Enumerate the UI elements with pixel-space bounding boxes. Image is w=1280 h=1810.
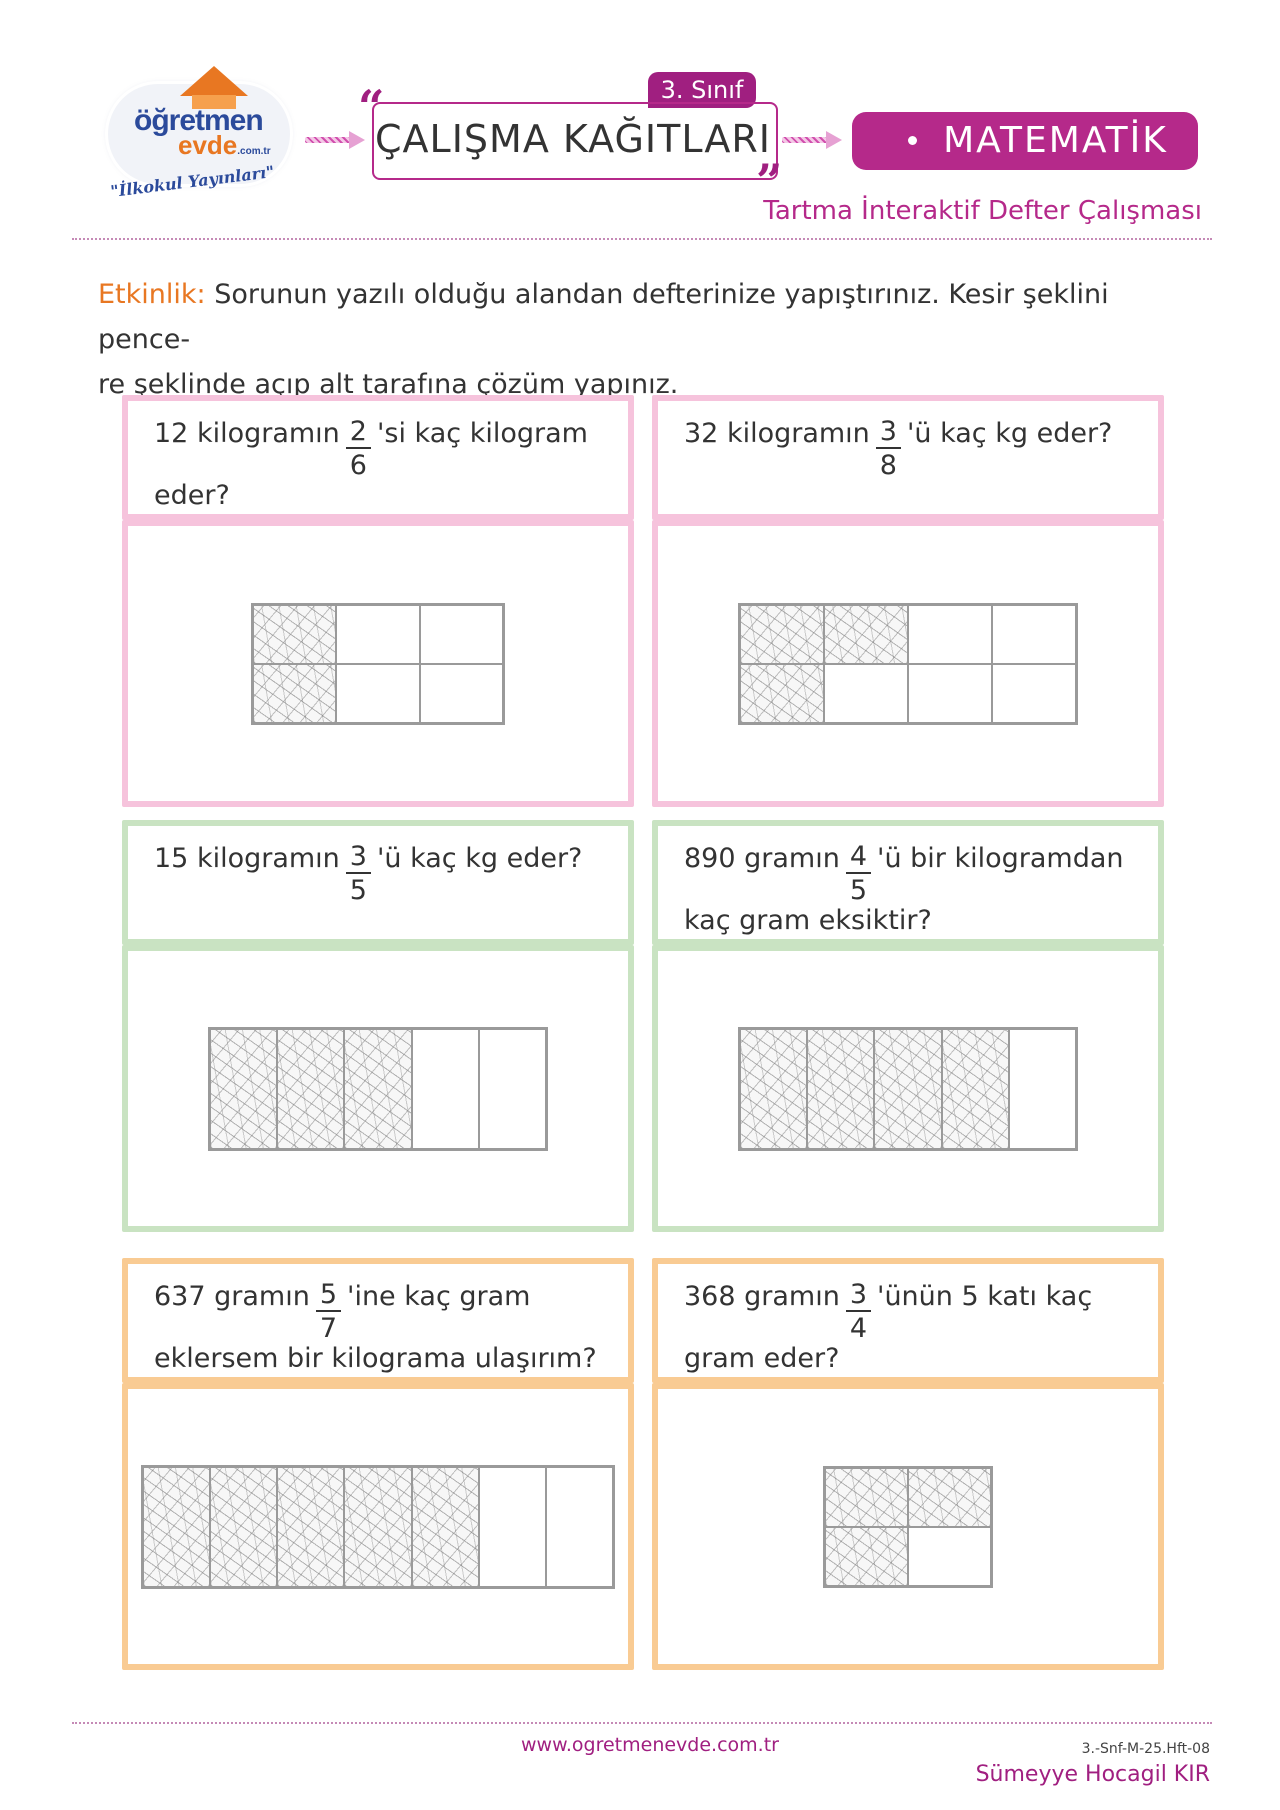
fraction: [846, 842, 871, 908]
fraction-denominator: 7: [319, 1313, 338, 1344]
fraction: [876, 417, 901, 483]
shaded-cell: [412, 1467, 479, 1587]
shaded-cell: [740, 1029, 807, 1149]
fraction-grid: [738, 603, 1078, 725]
question-text: [684, 417, 1112, 479]
logo-text-2: evde.com.tr: [178, 130, 271, 160]
problem-card: [122, 395, 634, 807]
question-suffix: 'ü kaç kg eder?: [376, 843, 583, 874]
fraction: [346, 417, 371, 483]
shaded-cell: [344, 1467, 411, 1587]
empty-cell: [336, 605, 419, 664]
shaded-cell: [874, 1029, 941, 1149]
question-panel: [122, 395, 634, 520]
fraction-window-panel: [652, 945, 1164, 1232]
shaded-cell: [253, 664, 336, 723]
question-panel: [652, 395, 1164, 520]
logo: [100, 62, 300, 212]
fraction-grid: [208, 1027, 548, 1151]
question-panel: [652, 820, 1164, 945]
question-text: [154, 842, 582, 904]
subject-label: MATEMATİK: [943, 120, 1168, 161]
fraction-grid: [141, 1465, 615, 1589]
logo-tagline: "İlkokul Yayınları": [109, 162, 276, 201]
fraction-numerator: 3: [876, 417, 901, 449]
empty-cell: [420, 664, 503, 723]
open-quote-icon: “: [358, 80, 385, 134]
fraction: [346, 842, 371, 908]
instruction-text: Sorunun yazılı olduğu alandan defterinize yapıştırınız. Kesir şeklini pence-: [98, 279, 1109, 355]
fraction-denominator: 8: [879, 450, 897, 481]
question-suffix: 'ü kaç kg eder?: [906, 418, 1113, 449]
arrow-right-icon: [305, 134, 365, 146]
empty-cell: [992, 605, 1076, 664]
empty-cell: [908, 1527, 991, 1586]
shaded-cell: [807, 1029, 874, 1149]
fraction-window-panel: [122, 520, 634, 807]
subject-badge: [852, 112, 1198, 170]
instruction: [98, 272, 1198, 407]
shaded-cell: [143, 1467, 210, 1587]
problem-card: [652, 1258, 1164, 1670]
shaded-cell: [824, 605, 908, 664]
grade-badge: 3. Sınıf: [648, 72, 756, 108]
author-name: Sümeyye Hocagil KIR: [975, 1762, 1210, 1787]
question-prefix: 32 kilogramın: [684, 418, 870, 449]
empty-cell: [1009, 1029, 1076, 1149]
fraction-numerator: 2: [346, 417, 371, 449]
fraction-denominator: 4: [849, 1313, 868, 1344]
question-prefix: 15 kilogramın: [154, 843, 340, 874]
question-prefix: 637 gramın: [154, 1281, 310, 1312]
empty-cell: [420, 605, 503, 664]
document-code: 3.-Snf-M-25.Hft-08: [1081, 1741, 1210, 1757]
fraction-numerator: 5: [316, 1280, 341, 1312]
fraction-window-panel: [122, 1383, 634, 1670]
question-line-2: kaç gram eksiktir?: [684, 905, 932, 936]
empty-cell: [479, 1467, 546, 1587]
empty-cell: [479, 1029, 546, 1149]
fraction-grid: [738, 1027, 1078, 1151]
problem-card: [652, 820, 1164, 1232]
shaded-cell: [740, 605, 824, 664]
question-prefix: 890 gramın: [684, 843, 840, 874]
empty-cell: [908, 664, 992, 723]
question-text: [684, 842, 1124, 938]
arrow-right-icon: [782, 134, 842, 146]
empty-cell: [546, 1467, 613, 1587]
shaded-cell: [277, 1467, 344, 1587]
page-subtitle: Tartma İnteraktif Defter Çalışması: [763, 196, 1202, 226]
empty-cell: [336, 664, 419, 723]
fraction: [846, 1280, 871, 1346]
shaded-cell: [825, 1468, 908, 1527]
question-line-2: gram eder?: [684, 1343, 840, 1374]
question-suffix: 'si kaç kilogram: [376, 418, 588, 449]
problem-card: [652, 395, 1164, 807]
fraction-denominator: 6: [349, 450, 367, 481]
footer-divider: [72, 1722, 1212, 1724]
instruction-text-2: re şeklinde açıp alt tarafına çözüm yapınız.: [98, 369, 679, 400]
problem-card: [122, 1258, 634, 1670]
question-suffix: 'ünün 5 katı kaç: [877, 1281, 1093, 1312]
shaded-cell: [210, 1467, 277, 1587]
question-suffix: 'ü bir kilogramdan: [877, 843, 1124, 874]
empty-cell: [412, 1029, 479, 1149]
question-text: [154, 1280, 597, 1376]
question-prefix: 12 kilogramın: [154, 418, 340, 449]
fraction-numerator: 3: [346, 842, 371, 874]
logo-text-1: öğretmen: [134, 104, 263, 137]
shaded-cell: [344, 1029, 411, 1149]
question-panel: [652, 1258, 1164, 1383]
shaded-cell: [740, 664, 824, 723]
fraction-grid: [251, 603, 505, 725]
header-divider: [72, 238, 1212, 240]
shaded-cell: [210, 1029, 277, 1149]
empty-cell: [824, 664, 908, 723]
fraction-window-panel: [652, 1383, 1164, 1670]
shaded-cell: [908, 1468, 991, 1527]
question-line-2: eklersem bir kilograma ulaşırım?: [154, 1343, 597, 1374]
question-text: [154, 417, 588, 513]
fraction-window-panel: [652, 520, 1164, 807]
bullet-icon: [908, 136, 917, 145]
fraction-window-panel: [122, 945, 634, 1232]
shaded-cell: [942, 1029, 1009, 1149]
fraction: [316, 1280, 341, 1346]
question-text: [684, 1280, 1092, 1376]
shaded-cell: [253, 605, 336, 664]
close-quote-icon: ”: [756, 154, 783, 208]
question-suffix: 'ine kaç gram: [347, 1281, 531, 1312]
question-panel: [122, 1258, 634, 1383]
house-icon: [180, 66, 248, 96]
problem-card: [122, 820, 634, 1232]
shaded-cell: [277, 1029, 344, 1149]
instruction-label: Etkinlik:: [98, 279, 206, 310]
empty-cell: [992, 664, 1076, 723]
page-title: ÇALIŞMA KAĞITLARI: [375, 117, 771, 161]
fraction-numerator: 4: [846, 842, 871, 874]
fraction-denominator: 5: [349, 875, 367, 906]
question-prefix: 368 gramın: [684, 1281, 840, 1312]
shaded-cell: [825, 1527, 908, 1586]
fraction-numerator: 3: [846, 1280, 871, 1312]
empty-cell: [908, 605, 992, 664]
fraction-denominator: 5: [849, 875, 868, 906]
question-line-2: eder?: [154, 480, 230, 511]
fraction-grid: [823, 1466, 993, 1588]
question-panel: [122, 820, 634, 945]
website-link[interactable]: www.ogretmenevde.com.tr: [521, 1734, 779, 1756]
